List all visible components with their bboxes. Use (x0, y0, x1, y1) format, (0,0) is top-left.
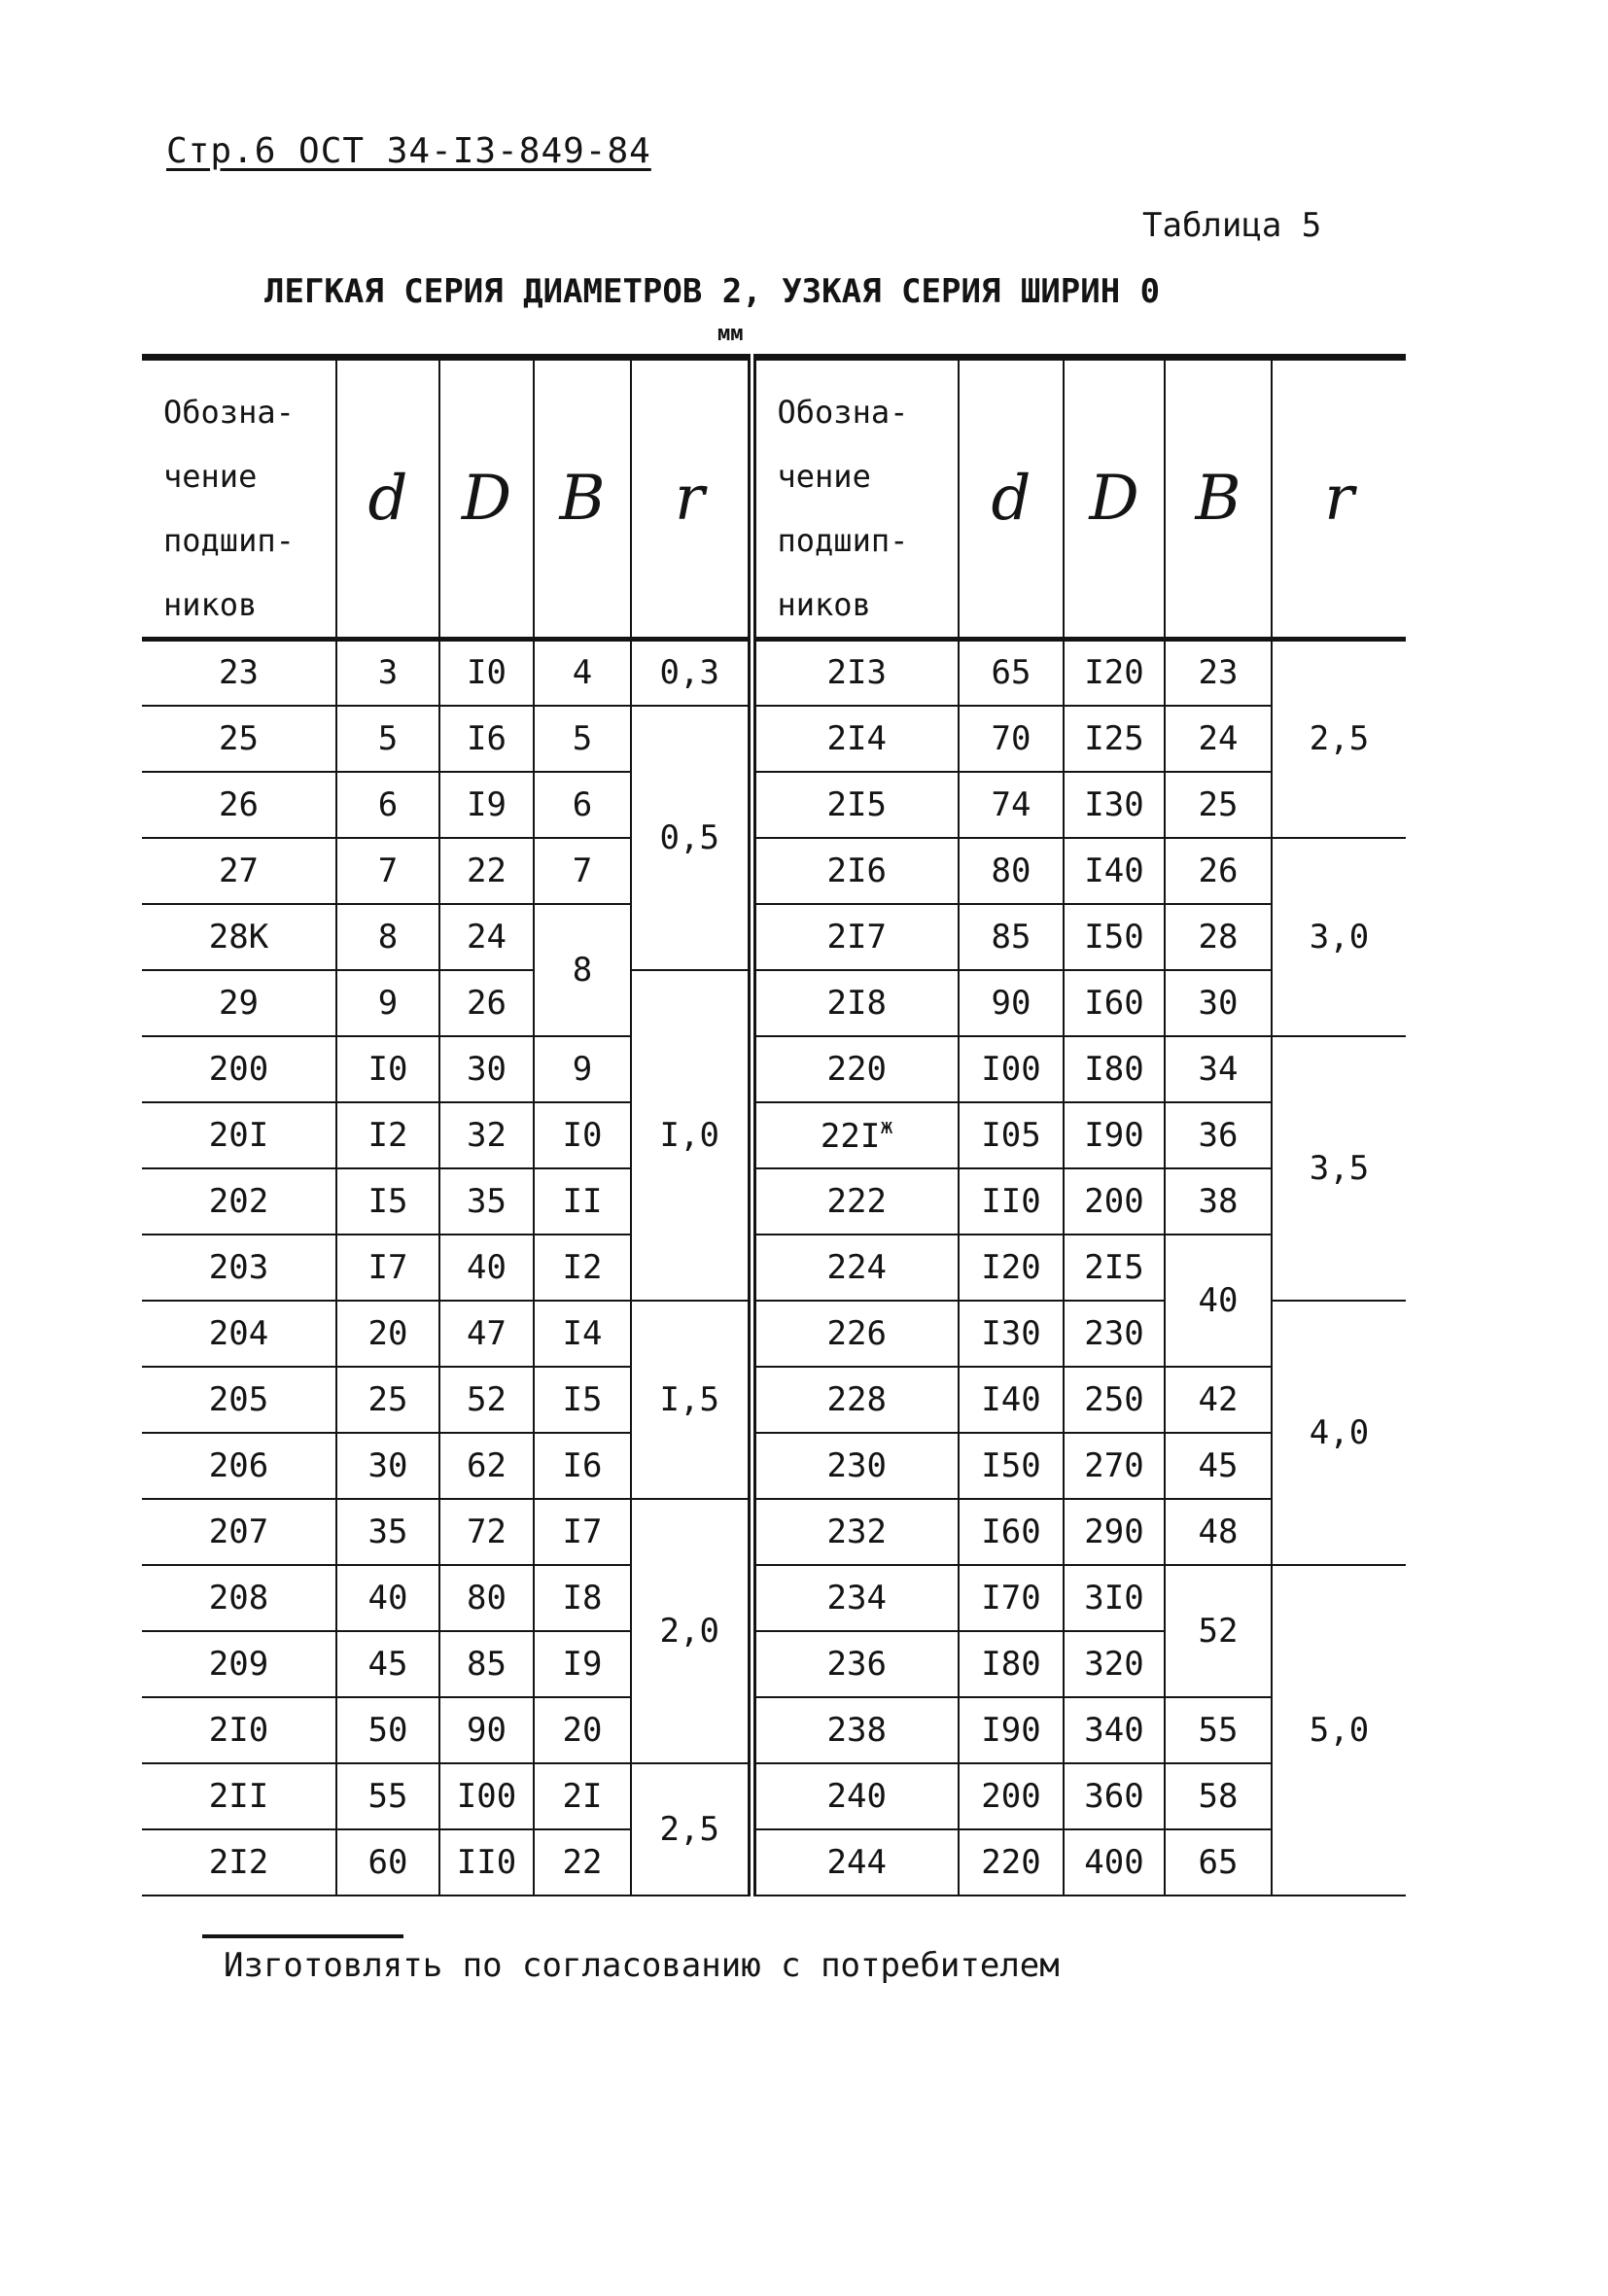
right-designation-cell (752, 1235, 959, 1301)
left-d-cell: 3 (336, 640, 439, 706)
right-D-cell: 360 (1064, 1763, 1165, 1829)
right-designation-cell (752, 1499, 959, 1565)
left-D-cell: 30 (439, 1036, 534, 1102)
left-D-cell: 85 (439, 1631, 534, 1697)
right-B-cell: 30 (1165, 970, 1272, 1036)
designation-text: 222 (826, 1181, 887, 1221)
right-D-cell: 400 (1064, 1829, 1165, 1896)
right-d-cell: 200 (959, 1763, 1064, 1829)
left-d-cell: 8 (336, 904, 439, 970)
right-B-cell: 45 (1165, 1433, 1272, 1499)
right-designation-cell (752, 1367, 959, 1433)
left-D-cell: 72 (439, 1499, 534, 1565)
right-B-cell: 34 (1165, 1036, 1272, 1102)
right-B-cell: 48 (1165, 1499, 1272, 1565)
left-D-cell: 22 (439, 838, 534, 904)
left-B-cell: 6 (534, 772, 631, 838)
right-d-cell: II0 (959, 1168, 1064, 1235)
left-r-cell: 2,5 (631, 1763, 752, 1896)
left-designation-cell: 209 (142, 1631, 336, 1697)
designation-text: 236 (826, 1644, 887, 1684)
left-designation-cell: 28К (142, 904, 336, 970)
left-B-cell: 8 (534, 904, 631, 1036)
left-designation-cell: 203 (142, 1235, 336, 1301)
left-r-cell: I,5 (631, 1301, 752, 1499)
right-D-cell: 200 (1064, 1168, 1165, 1235)
footnote-marker: ж (880, 1114, 893, 1139)
right-designation-cell (752, 706, 959, 772)
table-row (142, 1829, 1406, 1896)
left-B-cell: 4 (534, 640, 631, 706)
left-d-cell: I5 (336, 1168, 439, 1235)
left-d-cell: I7 (336, 1235, 439, 1301)
right-D-cell: 3I0 (1064, 1565, 1165, 1631)
table-row (142, 838, 1406, 904)
left-B-cell: 22 (534, 1829, 631, 1896)
table-row (142, 1036, 1406, 1102)
left-B-cell: 9 (534, 1036, 631, 1102)
right-designation-cell (752, 640, 959, 706)
right-designation-cell (752, 904, 959, 970)
left-D-cell: 47 (439, 1301, 534, 1367)
designation-text: 234 (826, 1578, 887, 1618)
col-r-header-left: r (631, 358, 752, 640)
right-designation-cell (752, 1697, 959, 1763)
bearing-table (142, 354, 1406, 1896)
right-designation-cell (752, 970, 959, 1036)
right-D-cell: 270 (1064, 1433, 1165, 1499)
left-designation-cell: 202 (142, 1168, 336, 1235)
right-d-cell: I60 (959, 1499, 1064, 1565)
left-d-cell: 45 (336, 1631, 439, 1697)
right-B-cell: 40 (1165, 1235, 1272, 1367)
right-B-cell: 26 (1165, 838, 1272, 904)
left-B-cell: I2 (534, 1235, 631, 1301)
right-D-cell: 320 (1064, 1631, 1165, 1697)
left-designation-cell: 2I0 (142, 1697, 336, 1763)
right-d-cell: I40 (959, 1367, 1064, 1433)
right-r-cell: 5,0 (1272, 1565, 1406, 1896)
col-B-header-left: B (534, 358, 631, 640)
right-d-cell: I70 (959, 1565, 1064, 1631)
left-B-cell: I0 (534, 1102, 631, 1168)
right-D-cell: I60 (1064, 970, 1165, 1036)
document-header: Стр.6 ОСТ 34-I3-849-84 (166, 131, 651, 171)
right-d-cell: 65 (959, 640, 1064, 706)
designation-text: 228 (826, 1379, 887, 1419)
left-B-cell: I9 (534, 1631, 631, 1697)
right-B-cell: 52 (1165, 1565, 1272, 1697)
right-designation-cell (752, 1301, 959, 1367)
right-B-cell: 58 (1165, 1763, 1272, 1829)
right-d-cell: I90 (959, 1697, 1064, 1763)
right-D-cell: I50 (1064, 904, 1165, 970)
left-B-cell: I5 (534, 1367, 631, 1433)
table-row (142, 904, 1406, 970)
table-row (142, 1367, 1406, 1433)
designation-text: 240 (826, 1776, 887, 1816)
right-D-cell: I40 (1064, 838, 1165, 904)
left-designation-cell: 2I2 (142, 1829, 336, 1896)
left-r-cell: 0,5 (631, 706, 752, 970)
right-D-cell: 290 (1064, 1499, 1165, 1565)
designation-text: 2I4 (826, 718, 887, 758)
table-body (142, 640, 1406, 1896)
right-D-cell: I25 (1064, 706, 1165, 772)
left-d-cell: 6 (336, 772, 439, 838)
right-d-cell: I20 (959, 1235, 1064, 1301)
left-D-cell: I9 (439, 772, 534, 838)
left-D-cell: 80 (439, 1565, 534, 1631)
left-D-cell: 32 (439, 1102, 534, 1168)
table-row (142, 1565, 1406, 1631)
left-B-cell: I7 (534, 1499, 631, 1565)
right-D-cell: 2I5 (1064, 1235, 1165, 1301)
left-B-cell: 7 (534, 838, 631, 904)
table-row (142, 1763, 1406, 1829)
designation-text: 238 (826, 1710, 887, 1750)
left-designation-cell: 27 (142, 838, 336, 904)
table-row (142, 640, 1406, 706)
left-d-cell: 20 (336, 1301, 439, 1367)
right-designation-cell (752, 1433, 959, 1499)
left-d-cell: 5 (336, 706, 439, 772)
left-d-cell: 9 (336, 970, 439, 1036)
designation-header-right: Обозна- чение подшип- ников (752, 358, 959, 640)
designation-text: 2I8 (826, 983, 887, 1023)
left-d-cell: 7 (336, 838, 439, 904)
designation-text: 224 (826, 1247, 887, 1287)
left-d-cell: 25 (336, 1367, 439, 1433)
right-r-cell: 2,5 (1272, 640, 1406, 838)
left-designation-cell: 205 (142, 1367, 336, 1433)
left-designation-cell: 25 (142, 706, 336, 772)
left-designation-cell: 23 (142, 640, 336, 706)
footnote-rule (202, 1934, 403, 1938)
designation-text: 232 (826, 1512, 887, 1551)
right-r-cell: 4,0 (1272, 1301, 1406, 1565)
left-D-cell: II0 (439, 1829, 534, 1896)
designation-text: 220 (826, 1049, 887, 1089)
table-title: ЛЕГКАЯ СЕРИЯ ДИАМЕТРОВ 2, УЗКАЯ СЕРИЯ ШИРИН 0 (264, 272, 1161, 311)
right-d-cell: 90 (959, 970, 1064, 1036)
right-r-cell: 3,0 (1272, 838, 1406, 1036)
table-row (142, 1168, 1406, 1235)
units-label: мм (717, 322, 744, 346)
left-D-cell: 24 (439, 904, 534, 970)
designation-text: 2I3 (826, 653, 887, 693)
left-d-cell: 30 (336, 1433, 439, 1499)
right-designation-cell (752, 1102, 959, 1168)
left-B-cell: I6 (534, 1433, 631, 1499)
right-d-cell: I80 (959, 1631, 1064, 1697)
left-B-cell: 2I (534, 1763, 631, 1829)
footnote: Изготовлять по согласованию с потребителем (224, 1946, 1060, 1985)
left-d-cell: 50 (336, 1697, 439, 1763)
right-designation-cell (752, 838, 959, 904)
left-d-cell: 60 (336, 1829, 439, 1896)
right-designation-cell (752, 1631, 959, 1697)
right-designation-cell (752, 1763, 959, 1829)
table-row (142, 1235, 1406, 1301)
right-B-cell: 42 (1165, 1367, 1272, 1433)
col-d-header-right: d (959, 358, 1064, 640)
left-B-cell: I8 (534, 1565, 631, 1631)
right-B-cell: 55 (1165, 1697, 1272, 1763)
right-d-cell: I30 (959, 1301, 1064, 1367)
left-d-cell: I2 (336, 1102, 439, 1168)
left-D-cell: I6 (439, 706, 534, 772)
right-d-cell: I50 (959, 1433, 1064, 1499)
right-designation-cell (752, 772, 959, 838)
table-caption: Таблица 5 (1142, 206, 1322, 245)
right-d-cell: 85 (959, 904, 1064, 970)
right-d-cell: 74 (959, 772, 1064, 838)
left-D-cell: I00 (439, 1763, 534, 1829)
left-d-cell: I0 (336, 1036, 439, 1102)
left-designation-cell: 204 (142, 1301, 336, 1367)
right-B-cell: 36 (1165, 1102, 1272, 1168)
designation-header-left: Обозна- чение подшип- ников (142, 358, 336, 640)
col-D-header-right: D (1064, 358, 1165, 640)
col-d-header-left: d (336, 358, 439, 640)
table-row (142, 1697, 1406, 1763)
left-designation-cell: 207 (142, 1499, 336, 1565)
left-B-cell: II (534, 1168, 631, 1235)
right-d-cell: I05 (959, 1102, 1064, 1168)
right-D-cell: 230 (1064, 1301, 1165, 1367)
designation-text: 22I (820, 1116, 881, 1156)
left-designation-cell: 206 (142, 1433, 336, 1499)
left-d-cell: 40 (336, 1565, 439, 1631)
right-d-cell: 80 (959, 838, 1064, 904)
right-d-cell: 220 (959, 1829, 1064, 1896)
right-B-cell: 25 (1165, 772, 1272, 838)
left-D-cell: 90 (439, 1697, 534, 1763)
left-d-cell: 55 (336, 1763, 439, 1829)
right-D-cell: 340 (1064, 1697, 1165, 1763)
left-B-cell: 5 (534, 706, 631, 772)
header-row (142, 358, 1406, 640)
designation-text: 2I5 (826, 784, 887, 824)
designation-text: 230 (826, 1445, 887, 1485)
right-D-cell: I30 (1064, 772, 1165, 838)
right-r-cell: 3,5 (1272, 1036, 1406, 1301)
right-designation-cell (752, 1036, 959, 1102)
right-designation-cell (752, 1829, 959, 1896)
col-B-header-right: B (1165, 358, 1272, 640)
left-r-cell: I,0 (631, 970, 752, 1301)
right-designation-cell (752, 1565, 959, 1631)
table-row (142, 1499, 1406, 1565)
col-r-header-right: r (1272, 358, 1406, 640)
left-B-cell: I4 (534, 1301, 631, 1367)
right-d-cell: 70 (959, 706, 1064, 772)
left-r-cell: 2,0 (631, 1499, 752, 1763)
table-row (142, 1433, 1406, 1499)
right-B-cell: 38 (1165, 1168, 1272, 1235)
table-row (142, 772, 1406, 838)
left-designation-cell: 20I (142, 1102, 336, 1168)
right-D-cell: I90 (1064, 1102, 1165, 1168)
left-designation-cell: 29 (142, 970, 336, 1036)
designation-text: 2I7 (826, 917, 887, 957)
designation-text: 226 (826, 1313, 887, 1353)
left-r-cell: 0,3 (631, 640, 752, 706)
designation-text: 2I6 (826, 851, 887, 890)
left-designation-cell: 26 (142, 772, 336, 838)
right-B-cell: 65 (1165, 1829, 1272, 1896)
right-B-cell: 24 (1165, 706, 1272, 772)
col-D-header-left: D (439, 358, 534, 640)
table-row (142, 1102, 1406, 1168)
left-B-cell: 20 (534, 1697, 631, 1763)
left-D-cell: 35 (439, 1168, 534, 1235)
left-D-cell: I0 (439, 640, 534, 706)
right-designation-cell (752, 1168, 959, 1235)
left-d-cell: 35 (336, 1499, 439, 1565)
right-D-cell: 250 (1064, 1367, 1165, 1433)
table-row (142, 970, 1406, 1036)
left-D-cell: 26 (439, 970, 534, 1036)
left-D-cell: 40 (439, 1235, 534, 1301)
right-B-cell: 28 (1165, 904, 1272, 970)
left-designation-cell: 2II (142, 1763, 336, 1829)
right-D-cell: I20 (1064, 640, 1165, 706)
left-D-cell: 62 (439, 1433, 534, 1499)
left-designation-cell: 200 (142, 1036, 336, 1102)
table-row (142, 706, 1406, 772)
left-designation-cell: 208 (142, 1565, 336, 1631)
left-D-cell: 52 (439, 1367, 534, 1433)
designation-text: 244 (826, 1842, 887, 1882)
right-d-cell: I00 (959, 1036, 1064, 1102)
right-B-cell: 23 (1165, 640, 1272, 706)
right-D-cell: I80 (1064, 1036, 1165, 1102)
